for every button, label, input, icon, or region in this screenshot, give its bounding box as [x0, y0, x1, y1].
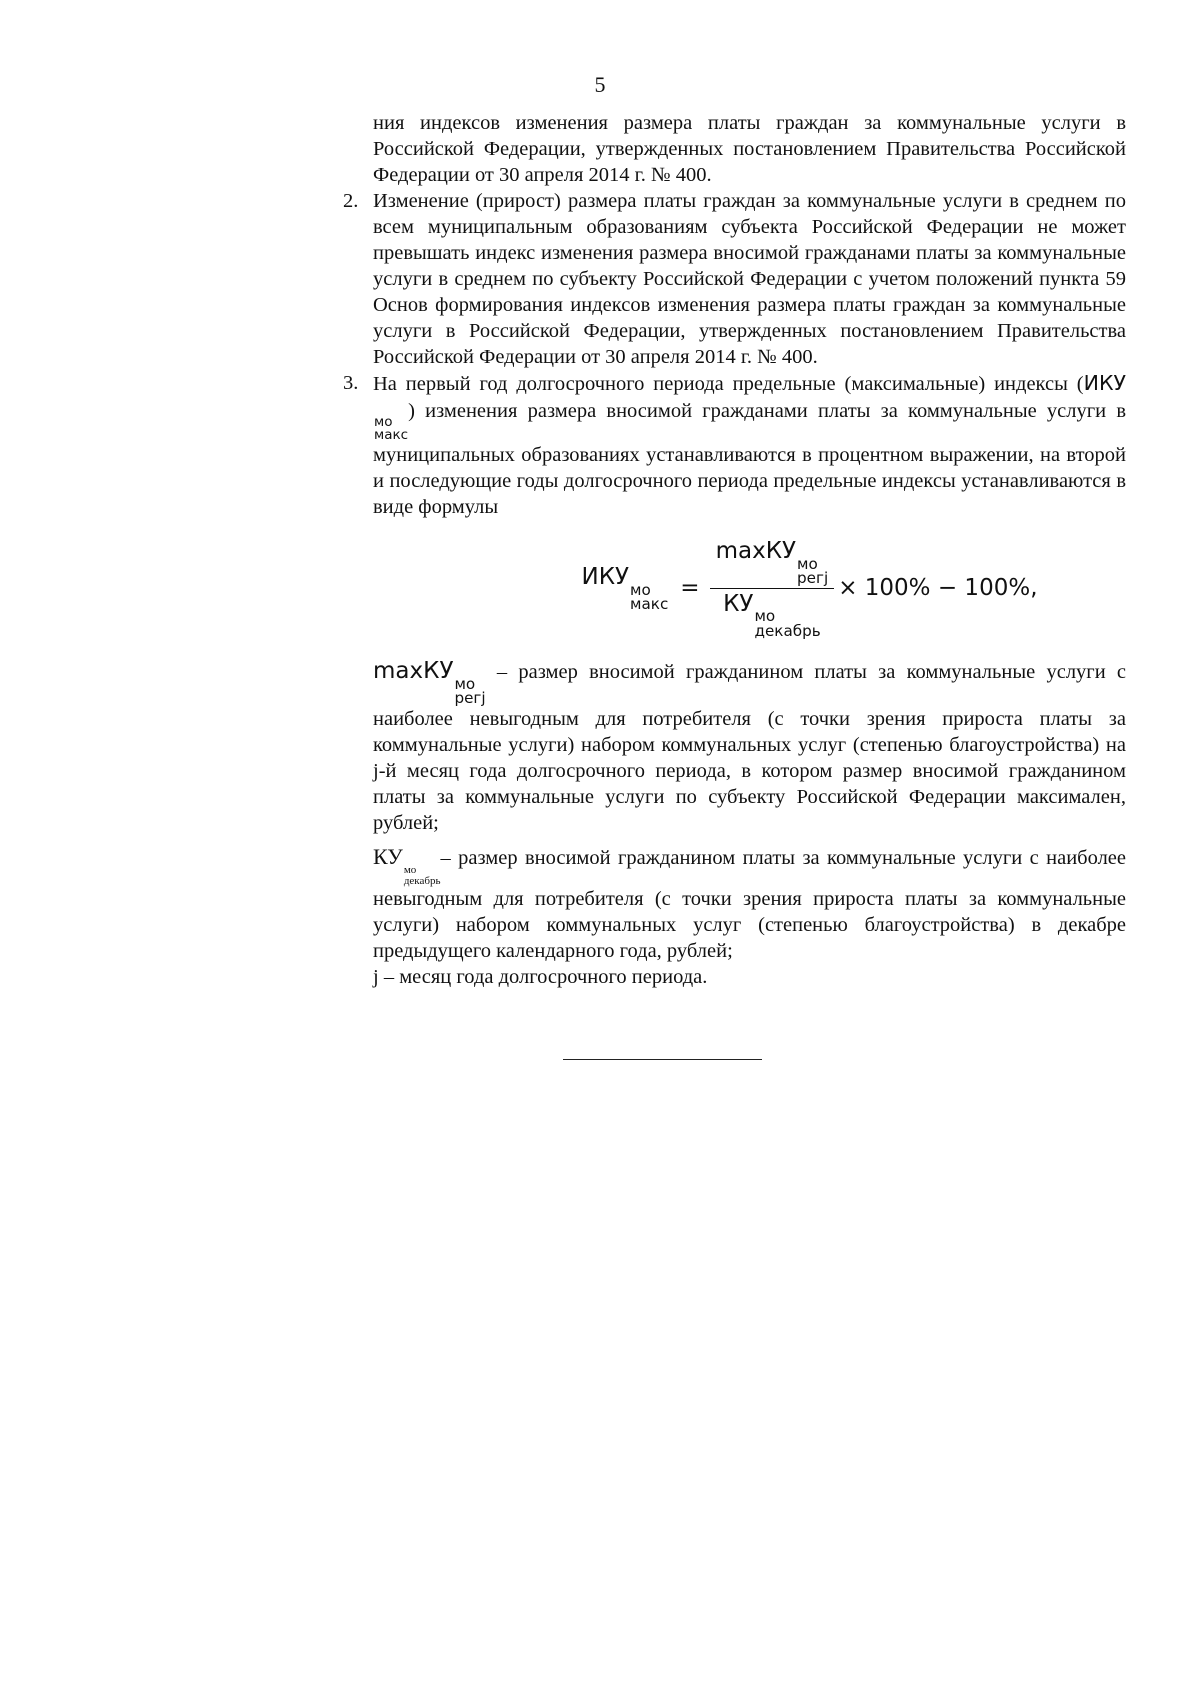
- formula-fraction: [710, 538, 835, 638]
- def-ku-scripts: [404, 865, 441, 886]
- formula-lhs: [581, 564, 669, 614]
- list-item-3: [343, 370, 1126, 520]
- def-ku: КУ: [373, 843, 403, 869]
- sup-mo: мо: [374, 414, 393, 431]
- paragraph-item-3: [373, 370, 1126, 520]
- formula-ku: КУ: [723, 590, 754, 617]
- formula-maxku: maxКУ: [715, 538, 797, 565]
- formula-tail: × 100% − 100%,: [838, 575, 1038, 602]
- definition-maxku: [373, 658, 1126, 835]
- document-body: [343, 110, 1127, 990]
- list-number-3: 3.: [343, 372, 359, 394]
- paragraph-intro: ния индексов изменения размера платы граждан за коммунальные услуги в Российской Федерации, утвержденных постановлением Правительства Российской Федерации от 30 апреля 2014 г. № 400.: [373, 112, 1126, 186]
- definition-j: j – месяц года долгосрочного периода.: [373, 966, 708, 989]
- formula-lhs-scripts: [630, 583, 668, 612]
- formula-denominator: [717, 589, 827, 638]
- formula-sup-mo: мо: [630, 581, 651, 600]
- def-symbol-ku: [373, 843, 441, 887]
- formula-sub-maks: макс: [630, 595, 669, 614]
- def-maxku-text: – размер вносимой гражданином платы за коммунальные услуги с наиболее невыгодным для потребителя (с точки зрения прироста платы за коммунальные услуги) набором коммунальных услуг (степенью благоустройства) на j-й месяц года долгосрочного периода, в котором размер вносимой гражданином платы за коммунальные услуги по субъекту Российской Федерации максимален, рублей;: [373, 661, 1127, 834]
- formula-block: [373, 538, 1126, 638]
- formula-num-sub: регj: [797, 569, 829, 588]
- def-maxku-scripts: [454, 674, 486, 708]
- item3-text-b: ) изменения размера вносимой гражданами платы за коммунальные услуги в муниципальных образованиях устанавливаются в процентном выражении, на второй и последующие годы долгосрочного периода предельные индексы устанавливаются в виде формулы: [373, 400, 1126, 519]
- def-symbol-maxku: [373, 658, 486, 708]
- formula-den-sub: декабрь: [754, 621, 821, 640]
- list-item-2: [343, 188, 1126, 370]
- end-rule-divider: [563, 1059, 762, 1060]
- item3-text-a: На первый год долгосрочного периода предельные (максимальные) индексы (: [373, 373, 1084, 395]
- formula-numerator: [710, 538, 835, 588]
- definition-ku: [373, 844, 1126, 965]
- def-maxku-sup: мо: [454, 674, 476, 693]
- def-maxku-sub: регj: [454, 689, 486, 708]
- page-number: 5: [594, 72, 606, 97]
- symbol-iku: ИКУ: [1083, 371, 1126, 395]
- sub-maks: макс: [374, 427, 409, 444]
- formula-num-scripts: [797, 554, 829, 588]
- def-ku-sub: декабрь: [403, 874, 441, 887]
- list-number-2: 2.: [343, 190, 359, 212]
- def-ku-text: – размер вносимой гражданином платы за коммунальные услуги с наиболее невыгодным для потребителя (с точки зрения прироста платы за коммунальные услуги) набором коммунальных услуг (степенью благоустройства) в декабре предыдущего календарного года, рублей;: [373, 846, 1126, 963]
- def-maxku: maxКУ: [373, 658, 454, 685]
- formula-iku: ИКУ: [581, 564, 630, 591]
- paragraph-item-2: Изменение (прирост) размера платы граждан за коммунальные услуги в среднем по всем муниципальным образованиям субъекта Российской Федерации не может превышать индекс изменения размера вносимой гражданами платы за коммунальные услуги в среднем по субъекту Российской Федерации с учетом положений пункта 59 Основ формирования индексов изменения размера платы граждан за коммунальные услуги в Российской Федерации, утвержденных постановлением Правительства Российской Федерации от 30 апреля 2014 г. № 400.: [373, 190, 1126, 368]
- formula-den-sup: мо: [754, 607, 776, 626]
- formula-equals: =: [680, 575, 700, 602]
- sup-sub-iku: [374, 416, 408, 442]
- formula-num-sup: мо: [797, 554, 818, 573]
- def-ku-sup: мо: [403, 864, 417, 877]
- formula-den-scripts: [754, 609, 820, 638]
